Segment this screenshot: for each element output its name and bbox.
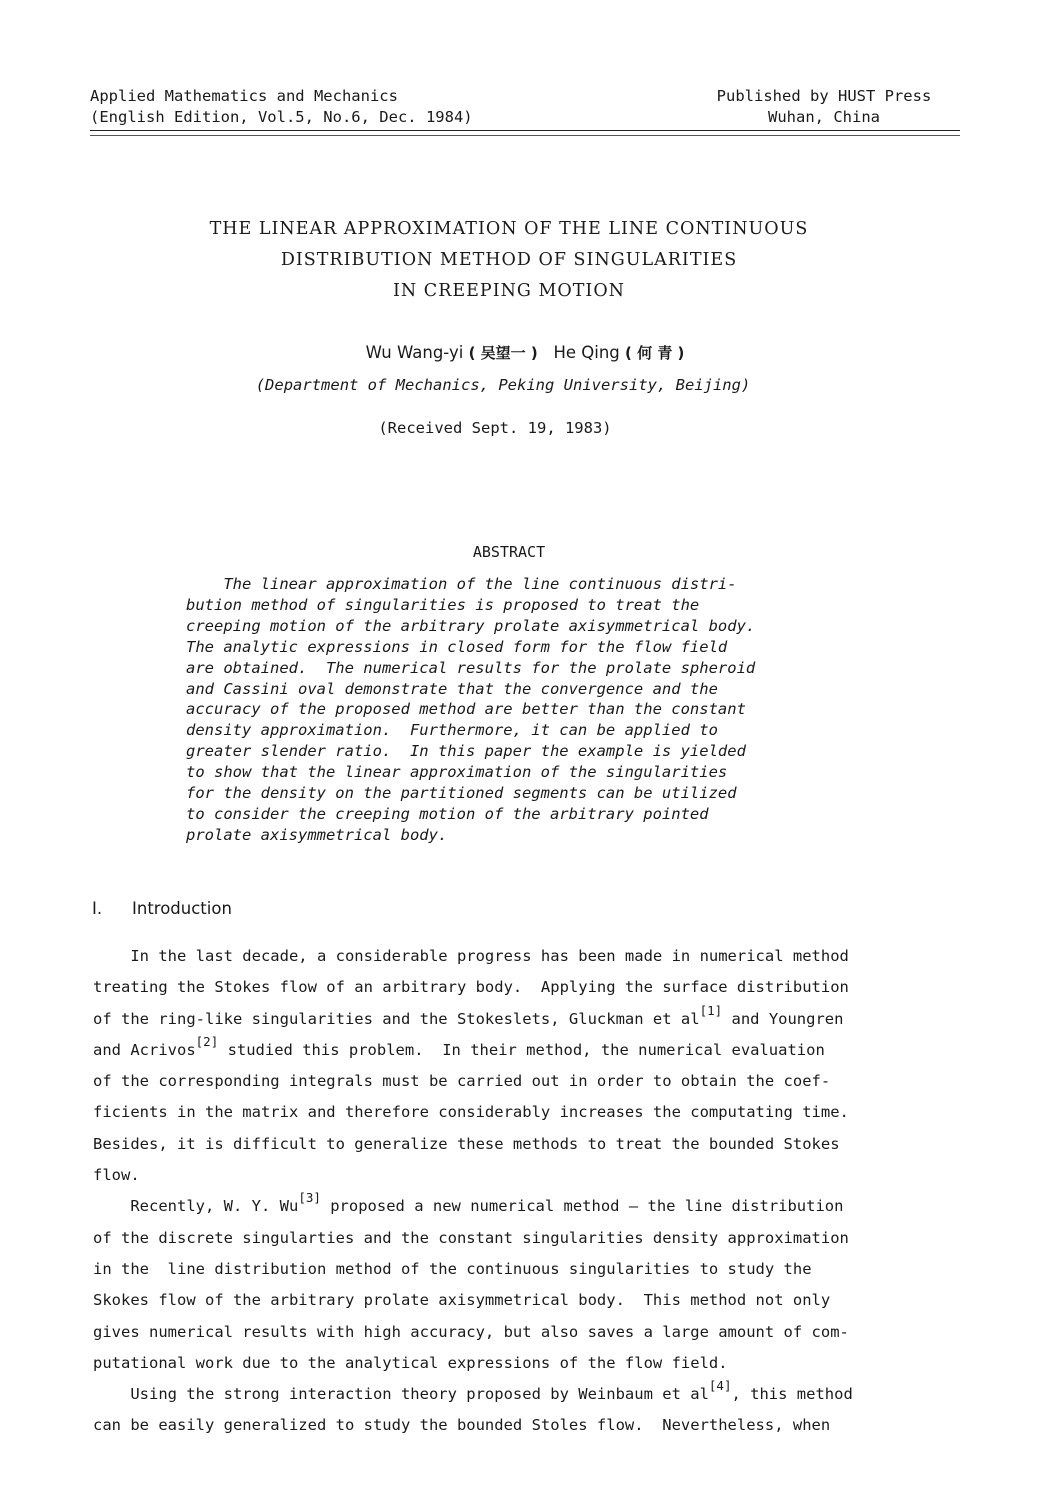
author-he-chinese: ( 何 青 ) — [625, 344, 685, 362]
publisher-location: Wuhan, China — [768, 108, 880, 126]
body-line — [93, 1035, 963, 1066]
publisher-info — [688, 86, 960, 128]
title-line-3: IN CREEPING MOTION — [393, 281, 625, 301]
affiliation: (Department of Mechanics, Peking University, Beijing) — [255, 376, 751, 394]
body-text-span: and Youngren — [722, 1009, 844, 1028]
body-line: putational work due to the analytical expressions of the flow field. — [93, 1353, 728, 1372]
body-text-span: Recently, W. Y. Wu — [93, 1197, 299, 1216]
header-rule-thick — [90, 130, 960, 131]
body-line — [93, 1191, 963, 1222]
citation-ref: [2] — [195, 1033, 219, 1049]
journal-edition: (English Edition, Vol.5, No.6, Dec. 1984) — [90, 108, 473, 126]
abstract-line: to show that the linear approximation of the singularities — [186, 763, 728, 782]
body-text-span: studied this problem. In their method, the numerical evaluation — [218, 1040, 825, 1059]
abstract-line: bution method of singularities is proposed to treat the — [186, 595, 700, 614]
author-wu-chinese: ( 吴望一 ) — [468, 344, 538, 362]
body-line: gives numerical results with high accuracy, but also saves a large amount of com- — [93, 1322, 849, 1341]
abstract-line: density approximation. Furthermore, it can be applied to — [186, 721, 718, 740]
section-heading — [92, 899, 232, 918]
abstract-line: greater slender ratio. In this paper the example is yielded — [186, 742, 746, 761]
body-line: of the discrete singularties and the constant singularities density approximation — [93, 1228, 849, 1247]
abstract-line: accuracy of the proposed method are better than the constant — [186, 700, 746, 719]
body-text-span: proposed a new numerical method — the line distribution — [320, 1197, 844, 1216]
body-line — [93, 1004, 963, 1035]
abstract-line: and Cassini oval demonstrate that the convergence and the — [186, 679, 718, 698]
journal-name: Applied Mathematics and Mechanics — [90, 87, 398, 105]
header-rule-thin — [90, 135, 960, 136]
author-line — [0, 342, 1050, 363]
abstract-line: to consider the creeping motion of the arbitrary pointed — [186, 804, 709, 823]
body-text-span: and Acrivos — [93, 1040, 196, 1059]
journal-info — [90, 86, 473, 128]
paper-title — [0, 214, 1018, 307]
section-title: Introduction — [132, 899, 232, 918]
body-line: Skokes flow of the arbitrary prolate axisymmetrical body. This method not only — [93, 1291, 831, 1310]
body-line: flow. — [93, 1166, 140, 1185]
body-text-span: of the ring-like singularities and the Stokeslets, Gluckman et al — [93, 1009, 700, 1028]
abstract-line: for the density on the partitioned segments can be utilized — [186, 784, 737, 803]
abstract-line: are obtained. The numerical results for the prolate spheroid — [186, 658, 756, 677]
body-text — [93, 941, 963, 1442]
publisher-name: Published by HUST Press — [716, 87, 932, 105]
abstract-heading: ABSTRACT — [472, 543, 546, 561]
body-line: ficients in the matrix and therefore considerably increases the computating time. — [93, 1103, 849, 1122]
body-text-span: Using the strong interaction theory proposed by Weinbaum et al — [93, 1385, 709, 1404]
abstract-line: The linear approximation of the line continuous distri- — [186, 575, 737, 593]
body-text-span: , this method — [731, 1385, 853, 1404]
received-date: (Received Sept. 19, 1983) — [378, 419, 612, 437]
title-line-2: DISTRIBUTION METHOD OF SINGULARITIES — [280, 250, 738, 270]
body-line — [93, 1379, 963, 1410]
body-line: treating the Stokes flow of an arbitrary body. Applying the surface distribution — [93, 978, 849, 997]
abstract-line: prolate axisymmetrical body. — [186, 825, 448, 844]
citation-ref: [1] — [699, 1002, 723, 1018]
abstract-line: The analytic expressions in closed form for the flow field — [186, 637, 728, 656]
citation-ref: [3] — [298, 1190, 321, 1206]
abstract-body — [186, 574, 846, 846]
body-line: Besides, it is difficult to generalize these methods to treat the bounded Stokes — [93, 1134, 840, 1153]
body-line: in the line distribution method of the continuous singularities to study the — [93, 1259, 812, 1278]
body-line: can be easily generalized to study the bounded Stoles flow. Nevertheless, when — [93, 1416, 831, 1435]
body-line: of the corresponding integrals must be carried out in order to obtain the coef- — [93, 1072, 831, 1091]
citation-ref: [4] — [708, 1378, 732, 1394]
author-wu: Wu Wang-yi — [365, 343, 464, 362]
author-he: He Qing — [553, 343, 620, 362]
title-line-1: THE LINEAR APPROXIMATION OF THE LINE CONTINUOUS — [209, 219, 809, 239]
section-number: I. — [92, 899, 103, 918]
abstract-line: creeping motion of the arbitrary prolate axisymmetrical body. — [186, 616, 756, 635]
body-line: In the last decade, a considerable progress has been made in numerical method — [93, 947, 849, 965]
